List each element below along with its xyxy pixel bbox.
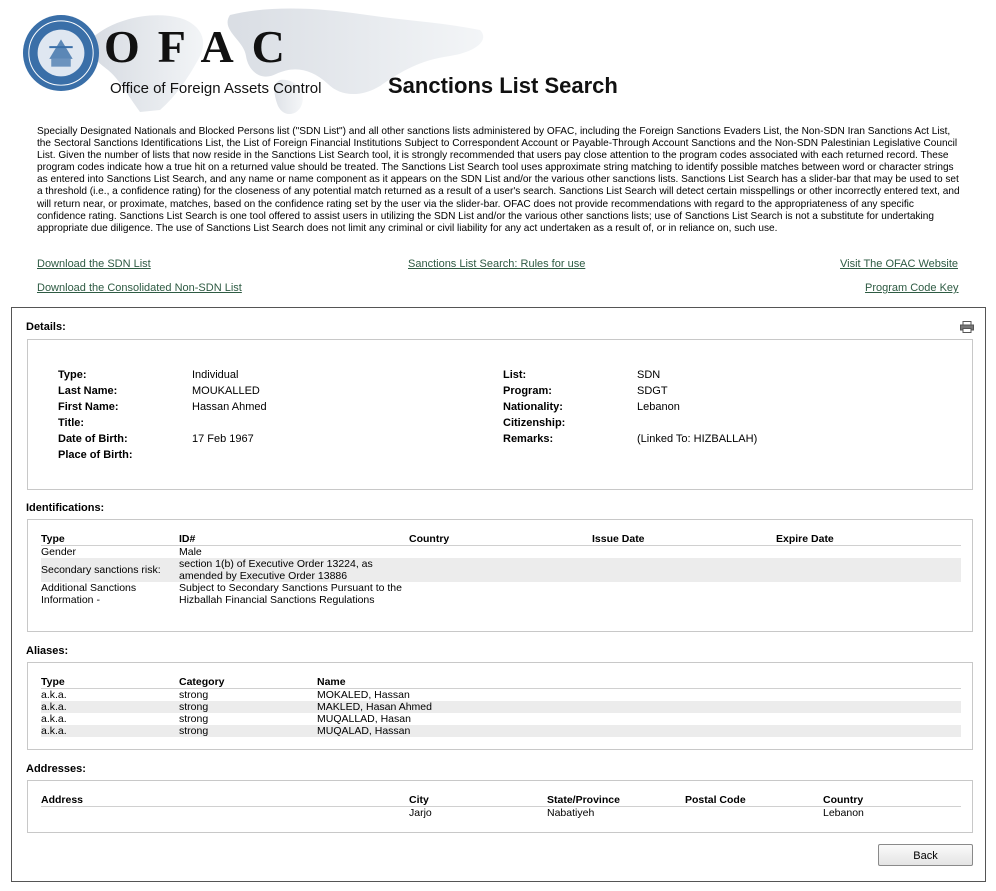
details-box [27,339,973,490]
detail-value: 17 Feb 1967 [192,433,254,445]
table-cell: MAKLED, Hasan Ahmed [317,701,961,713]
column-header: Type [41,676,179,689]
column-header: Expire Date [776,533,961,546]
table-cell: Lebanon [823,807,864,819]
table-cell [685,807,823,820]
addresses-table [41,794,961,819]
table-row [41,689,961,702]
table-cell [409,558,592,582]
detail-label: Date of Birth: [58,433,128,445]
visit-ofac-website-link[interactable]: Visit The OFAC Website [840,258,958,270]
table-row [41,713,961,725]
detail-label: Remarks: [503,433,554,445]
print-icon[interactable] [960,321,974,333]
intro-paragraph: Specially Designated Nationals and Blocked Persons list ("SDN List") and all other sanctions lists administered by OFAC, including the Foreign Sanctions Evaders List, the Non-SDN Iran Sanctions Act List, the Sectoral Sanctions Identifications List, the List of Foreign Financial Institutions Subject to Correspondent Account or Payable-Through Account Sanctions and the Non-SDN Palestinian Legislative Council List. Given the number of lists that now reside in the Sanctions List Search tool, it is strongly recommended that users pay close attention to the program codes associated with each returned record. These program codes indicate how a true hit on a returned value should be treated. The Sanctions List Search tool uses approximate string matching to identify possible matches between word or character strings as entered into Sanctions List Search, and any name or name component as it appears on the SDN List and/or the various other sanctions lists. Sanctions List Search has a slider-bar that may be used to set a threshold (i.e., a confidence rating) for the closeness of any potential match returned as a result of a user's search. Sanctions List Search will detect certain misspellings or other incorrectly entered text, and will return near, or proximate, matches, based on the confidence rating set by the user via the slider-bar. OFAC does not provide recommendations with regard to the appropriateness of any specific confidence rating. Sanctions List Search is one tool offered to assist users in utilizing the SDN List and/or the various other sanctions lists; use of Sanctions List Search is not a substitute for undertaking appropriate due diligence. The use of Sanctions List Search does not limit any criminal or civil liability for any act undertaken as a result of, or in reliance on, such use. [37,126,960,234]
identifications-box [27,519,973,632]
table-cell [592,546,776,559]
table-cell: Nabatiyeh [547,807,595,819]
table-row [41,701,961,713]
detail-label: Program: [503,385,552,397]
table-cell: strong [179,725,317,737]
column-header: Postal Code [685,794,823,807]
table-cell: MUQALAD, Hassan [317,725,961,737]
table-cell: Gender [41,546,77,558]
table-cell: a.k.a. [41,701,179,713]
aliases-label: Aliases: [26,645,69,657]
table-cell [409,582,592,606]
treasury-seal-icon [22,14,100,92]
table-row [41,725,961,737]
rules-for-use-link[interactable]: Sanctions List Search: Rules for use [408,258,586,270]
table-cell: strong [179,689,209,701]
column-header: City [409,794,547,807]
column-header: State/Province [547,794,685,807]
table-row [41,807,961,820]
table-cell: Additional Sanctions Information - [41,582,137,606]
addresses-label: Addresses: [26,763,86,775]
column-header: Type [41,533,179,546]
page-title: Sanctions List Search [388,73,618,98]
download-non-sdn-link[interactable]: Download the Consolidated Non-SDN List [37,282,242,294]
table-cell: a.k.a. [41,713,67,725]
table-header-row [41,676,961,689]
details-panel [11,307,986,882]
table-cell: Secondary sanctions risk: [41,558,179,582]
detail-label: Citizenship: [503,417,566,429]
column-header: Address [41,794,409,807]
detail-value: Hassan Ahmed [192,401,267,413]
detail-value: Lebanon [637,401,680,413]
column-header: Issue Date [592,533,776,546]
detail-label: Nationality: [503,401,563,413]
detail-label: Place of Birth: [58,449,133,461]
ofac-logo-text: OFAC [104,21,303,72]
addresses-box [27,780,973,833]
table-cell [409,546,592,559]
identifications-label: Identifications: [26,502,105,514]
detail-value: (Linked To: HIZBALLAH) [637,433,758,445]
details-label: Details: [26,321,66,333]
detail-label: List: [503,369,527,381]
table-row [41,546,961,559]
column-header: Name [317,676,961,689]
table-cell: strong [179,701,317,713]
table-cell: a.k.a. [41,725,179,737]
table-cell [776,558,961,582]
column-header: Country [823,794,961,807]
detail-label: Type: [58,369,87,381]
detail-value: SDN [637,369,661,381]
detail-value: SDGT [637,385,668,397]
table-header-row [41,794,961,807]
table-row [41,558,961,582]
table-cell [41,807,409,820]
detail-label: First Name: [58,401,119,413]
table-cell [592,558,776,582]
column-header: Category [179,676,317,689]
program-code-key-link[interactable]: Program Code Key [865,282,959,294]
page-header [0,0,996,115]
aliases-box [27,662,973,750]
detail-value: Individual [192,369,239,381]
table-cell: Subject to Secondary Sanctions Pursuant to the Hizballah Financial Sanctions Regulations [179,582,402,606]
detail-label: Last Name: [58,385,118,397]
column-header: ID# [179,533,409,546]
table-row [41,582,961,606]
table-cell: strong [179,713,209,725]
table-cell [592,582,776,606]
table-cell [776,582,961,606]
column-header: Country [409,533,592,546]
identifications-table [41,533,961,606]
aliases-table [41,676,961,737]
table-header-row [41,533,961,546]
table-cell: MOKALED, Hassan [317,689,410,701]
table-cell: section 1(b) of Executive Order 13224, as amended by Executive Order 13886 [179,558,409,582]
detail-label: Title: [58,417,85,429]
table-cell [776,546,961,559]
download-sdn-link[interactable]: Download the SDN List [37,258,151,270]
table-cell: MUQALLAD, Hasan [317,713,411,725]
ofac-subtitle: Office of Foreign Assets Control [110,80,322,97]
table-cell: Jarjo [409,807,432,819]
back-button[interactable]: Back [878,844,973,866]
detail-value: MOUKALLED [192,385,260,397]
table-cell: Male [179,546,202,558]
table-cell: a.k.a. [41,689,67,701]
